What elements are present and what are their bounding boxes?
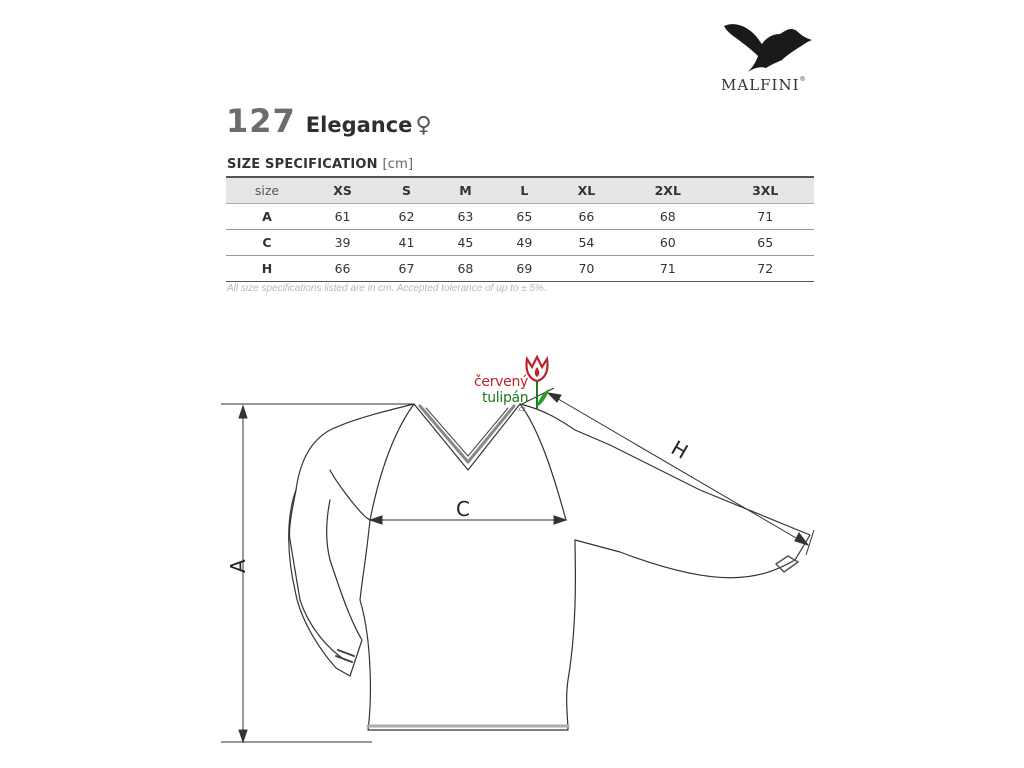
female-icon: ♀	[415, 113, 432, 138]
product-code: 127	[226, 102, 296, 140]
watermark-line1: červený	[474, 374, 529, 390]
spec-heading-text: SIZE SPECIFICATION	[227, 157, 378, 172]
header-size: XS	[308, 177, 377, 204]
table-cell: 61	[308, 204, 377, 230]
table-cell: 62	[377, 204, 436, 230]
watermark	[470, 355, 562, 413]
raglan-seam-left	[370, 404, 414, 520]
tolerance-note: All size specifications listed are in cm. Accepted tolerance of up to ± 5%.	[227, 283, 547, 294]
dimension-a-arrow-top	[239, 406, 247, 418]
table-cell: 60	[619, 230, 716, 256]
table-cell: 39	[308, 230, 377, 256]
header-size: S	[377, 177, 436, 204]
header-size: M	[436, 177, 495, 204]
dimension-a-arrow-bottom	[239, 730, 247, 742]
table-cell: 66	[308, 256, 377, 282]
table-cell: 71	[717, 204, 815, 230]
watermark-line2: tulipán	[482, 390, 529, 406]
table-cell: 68	[436, 256, 495, 282]
dimension-h-line	[548, 393, 808, 545]
dimension-a-label: A	[226, 559, 250, 573]
table-cell: 68	[619, 204, 716, 230]
watermark-suffix: .cz	[517, 406, 526, 413]
table-cell: 65	[717, 230, 815, 256]
table-cell: 70	[554, 256, 619, 282]
table-cell: 63	[436, 204, 495, 230]
shirt-body-outline	[289, 404, 810, 730]
table-cell: 66	[554, 204, 619, 230]
row-label: H	[226, 256, 308, 282]
logo-wordmark: MALFINI®	[721, 76, 807, 94]
spec-unit: [cm]	[382, 157, 414, 172]
table-cell: 69	[495, 256, 554, 282]
left-sleeve	[289, 490, 362, 676]
table-cell: 45	[436, 230, 495, 256]
row-label: C	[226, 230, 308, 256]
table-cell: 41	[377, 230, 436, 256]
product-name: Elegance	[305, 113, 413, 137]
table-cell: 54	[554, 230, 619, 256]
table-cell: 65	[495, 204, 554, 230]
left-cuff	[336, 650, 354, 662]
header-size: XL	[554, 177, 619, 204]
header-size-label: size	[226, 177, 308, 204]
table-cell: 71	[619, 256, 716, 282]
header-size: 2XL	[619, 177, 716, 204]
table-cell: 49	[495, 230, 554, 256]
neckline-trim	[420, 406, 514, 462]
row-label: A	[226, 204, 308, 230]
dimension-h-label: H	[667, 435, 693, 464]
table-cell: 67	[377, 256, 436, 282]
header-size: L	[495, 177, 554, 204]
raglan-seam-right	[520, 404, 566, 520]
dimension-c-label: C	[456, 497, 470, 521]
table-cell: 72	[717, 256, 815, 282]
header-size: 3XL	[717, 177, 815, 204]
